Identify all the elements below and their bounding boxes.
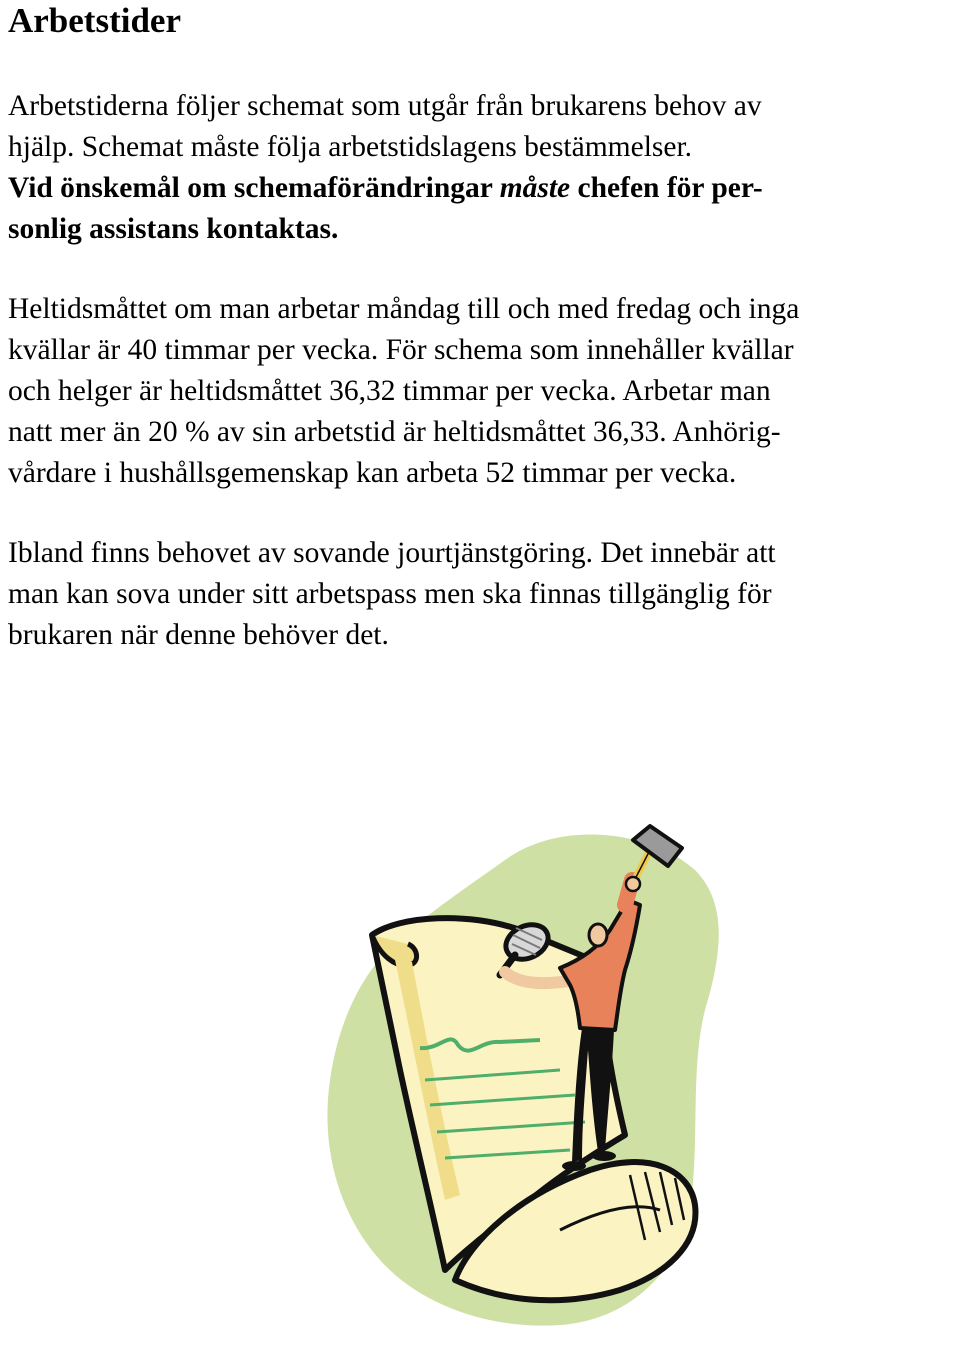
paragraph-schedule <box>8 86 960 250</box>
text-line: brukaren när denne behöver det. <box>8 619 389 651</box>
text-line: kvällar är 40 timmar per vecka. För schema som innehåller kvällar <box>8 334 794 366</box>
person-shoe <box>562 1161 586 1171</box>
text-line: Ibland finns behovet av sovande jourtjänstgöring. Det innebär att <box>8 537 776 569</box>
text-line: och helger är heltidsmåttet 36,32 timmar per vecka. Arbetar man <box>8 375 771 407</box>
paragraph-oncall <box>8 533 960 656</box>
emphasis-text: måste <box>499 172 571 204</box>
bold-text: chefen för per- <box>570 172 763 204</box>
person-hammering-document-icon <box>300 820 740 1330</box>
text-line: Arbetstiderna följer schemat som utgår från brukarens behov av <box>8 90 762 122</box>
text-line: Heltidsmåttet om man arbetar måndag till och med fredag och inga <box>8 293 800 325</box>
text-line: man kan sova under sitt arbetspass men ska finnas tillgänglig för <box>8 578 772 610</box>
text-line: natt mer än 20 % av sin arbetstid är heltidsmåttet 36,33. Anhörig- <box>8 416 781 448</box>
page-title: Arbetstider <box>8 1 182 40</box>
text-line: hjälp. Schemat måste följa arbetstidslagens bestämmelser. <box>8 131 693 163</box>
person-hand <box>626 877 640 891</box>
paragraph-fulltime <box>8 289 960 494</box>
text-line-bold <box>8 168 960 209</box>
person-head <box>589 924 607 946</box>
text-line-bold: sonlig assistans kontaktas. <box>8 213 339 245</box>
text-line: vårdare i hushållsgemenskap kan arbeta 52 timmar per vecka. <box>8 457 737 489</box>
bold-text: Vid önskemål om schemaförändringar <box>8 172 500 204</box>
person-shoe <box>592 1151 616 1161</box>
